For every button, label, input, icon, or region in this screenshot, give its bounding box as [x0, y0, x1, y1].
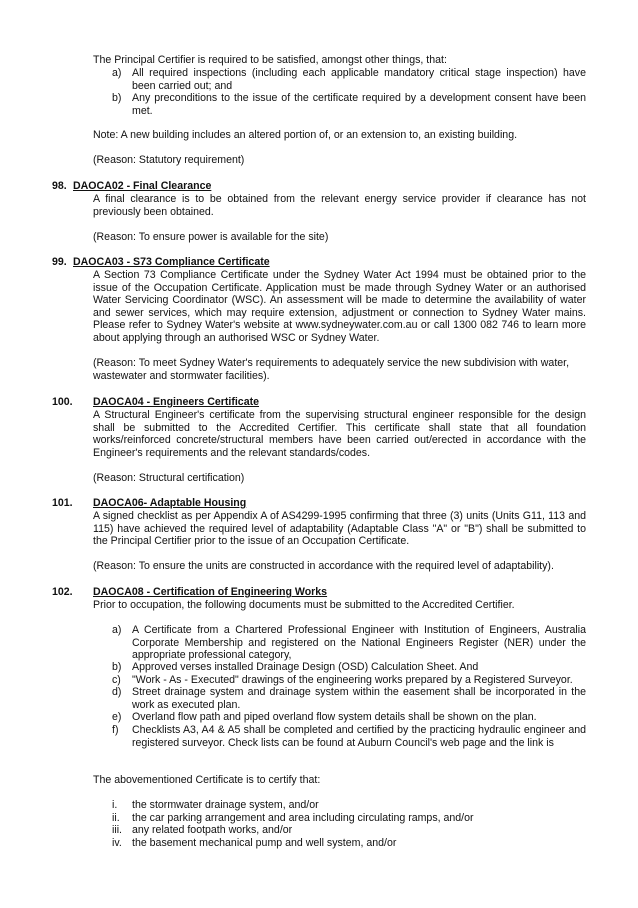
section-number: 99.	[52, 256, 67, 268]
list-marker: iii.	[112, 824, 123, 836]
list-marker: ii.	[112, 812, 120, 824]
reason-text: (Reason: To ensure the units are constructed in accordance with the required level of adaptability).	[93, 560, 554, 572]
list-item	[112, 824, 586, 837]
list-text: the car parking arrangement and area including circulating ramps, and/or	[132, 812, 474, 824]
list-text: "Work - As - Executed" drawings of the engineering works prepared by a Registered Surveyor.	[132, 674, 573, 686]
list-item	[112, 837, 586, 850]
section-number: 98.	[52, 180, 67, 192]
list-item	[112, 686, 586, 711]
list-item	[112, 799, 586, 812]
list-marker: iv.	[112, 837, 122, 849]
list-text: any related footpath works, and/or	[132, 824, 293, 836]
reason-text: (Reason: Structural certification)	[93, 472, 245, 484]
section-body: A Structural Engineer's certificate from the supervising structural engineer responsible for the design shall be submitted to the Accredited Certifier. This certificate shall state that all foundation works/reinforced concrete/structural members have been carried out/erected in accordance with the Engineer's requirements and the relevant standards/codes.	[93, 409, 586, 459]
list-marker: f)	[112, 724, 119, 736]
section-number: 102.	[52, 586, 73, 598]
reason-text: (Reason: To ensure power is available for the site)	[93, 231, 329, 243]
section-number: 100.	[52, 396, 73, 408]
list-text: A Certificate from a Chartered Professional Engineer with Institution of Engineers, Australia Corporate Membership and registered on the National Engineers Register (NER) under the appropriate professional category,	[132, 624, 586, 662]
section-body: A Section 73 Compliance Certificate under the Sydney Water Act 1994 must be obtained prior to the issue of the Occupation Certificate. Application must be made through Sydney Water or an authorised Water Servicing Coordinator (WSC). An assessment will be made to determine the availability of water and sewer services, which may require extension, adjustment or connection to Sydney Water mains. Please refer to Sydney Water's website at www.sydneywater.com.au or call 1300 082 746 to learn more about applying through an authorised WSC or Sydney Water.	[93, 269, 586, 344]
section-body: A final clearance is to be obtained from the relevant energy service provider if clearance has not previously been obtained.	[93, 193, 586, 218]
intro-lead: The Principal Certifier is required to be satisfied, amongst other things, that:	[93, 54, 447, 66]
list-text: the basement mechanical pump and well system, and/or	[132, 837, 397, 849]
list-text: All required inspections (including each applicable mandatory critical stage inspection) have been carried out; and	[132, 67, 586, 92]
reason-text: (Reason: Statutory requirement)	[93, 154, 245, 166]
list-item	[112, 67, 586, 92]
section-title: DAOCA06- Adaptable Housing	[93, 497, 247, 509]
list-marker: b)	[112, 92, 122, 104]
list-item	[112, 812, 586, 825]
section-title: DAOCA03 - S73 Compliance Certificate	[73, 256, 270, 268]
note-text: Note: A new building includes an altered portion of, or an extension to, an existing building.	[93, 129, 518, 141]
list-text: Any preconditions to the issue of the certificate required by a development consent have been met.	[132, 92, 586, 117]
section-number: 101.	[52, 497, 73, 509]
list-text: Checklists A3, A4 & A5 shall be completed and certified by the practicing hydraulic engineer and registered surveyor. Check lists can be found at Auburn Council's web page and the link is	[132, 724, 586, 749]
list-item	[112, 624, 586, 662]
list-item	[112, 674, 586, 687]
list-marker: e)	[112, 711, 122, 723]
section-title: DAOCA04 - Engineers Certificate	[93, 396, 260, 408]
section-title: DAOCA08 - Certification of Engineering Works	[93, 586, 328, 598]
list-text: Overland flow path and piped overland flow system details shall be shown on the plan.	[132, 711, 537, 723]
list-marker: a)	[112, 624, 122, 636]
section-body: A signed checklist as per Appendix A of AS4299-1995 confirming that three (3) units (Units G11, 113 and 115) have achieved the required level of adaptability (Adaptable Class "A" or "B") shall be submitted to the Principal Certifier prior to the issue of an Occupation Certificate.	[93, 510, 586, 548]
list-item	[112, 724, 586, 749]
list-item	[112, 92, 586, 117]
list-marker: i.	[112, 799, 118, 811]
list-marker: c)	[112, 674, 121, 686]
list-marker: b)	[112, 661, 122, 673]
section-lead: Prior to occupation, the following documents must be submitted to the Accredited Certifier.	[93, 599, 515, 611]
list-text: the stormwater drainage system, and/or	[132, 799, 319, 811]
list-marker: d)	[112, 686, 122, 698]
certify-lead: The abovementioned Certificate is to certify that:	[93, 774, 321, 786]
list-item	[112, 661, 586, 674]
list-text: Approved verses installed Drainage Design (OSD) Calculation Sheet. And	[132, 661, 479, 673]
reason-text: (Reason: To meet Sydney Water's requirements to adequately service the new subdivision with water, wastewater and stormwater facilities).	[93, 357, 570, 382]
list-marker: a)	[112, 67, 122, 79]
list-text: Street drainage system and drainage system within the easement shall be incorporated in the work as executed plan.	[132, 686, 586, 711]
section-title: DAOCA02 - Final Clearance	[73, 180, 212, 192]
list-item	[112, 711, 586, 724]
